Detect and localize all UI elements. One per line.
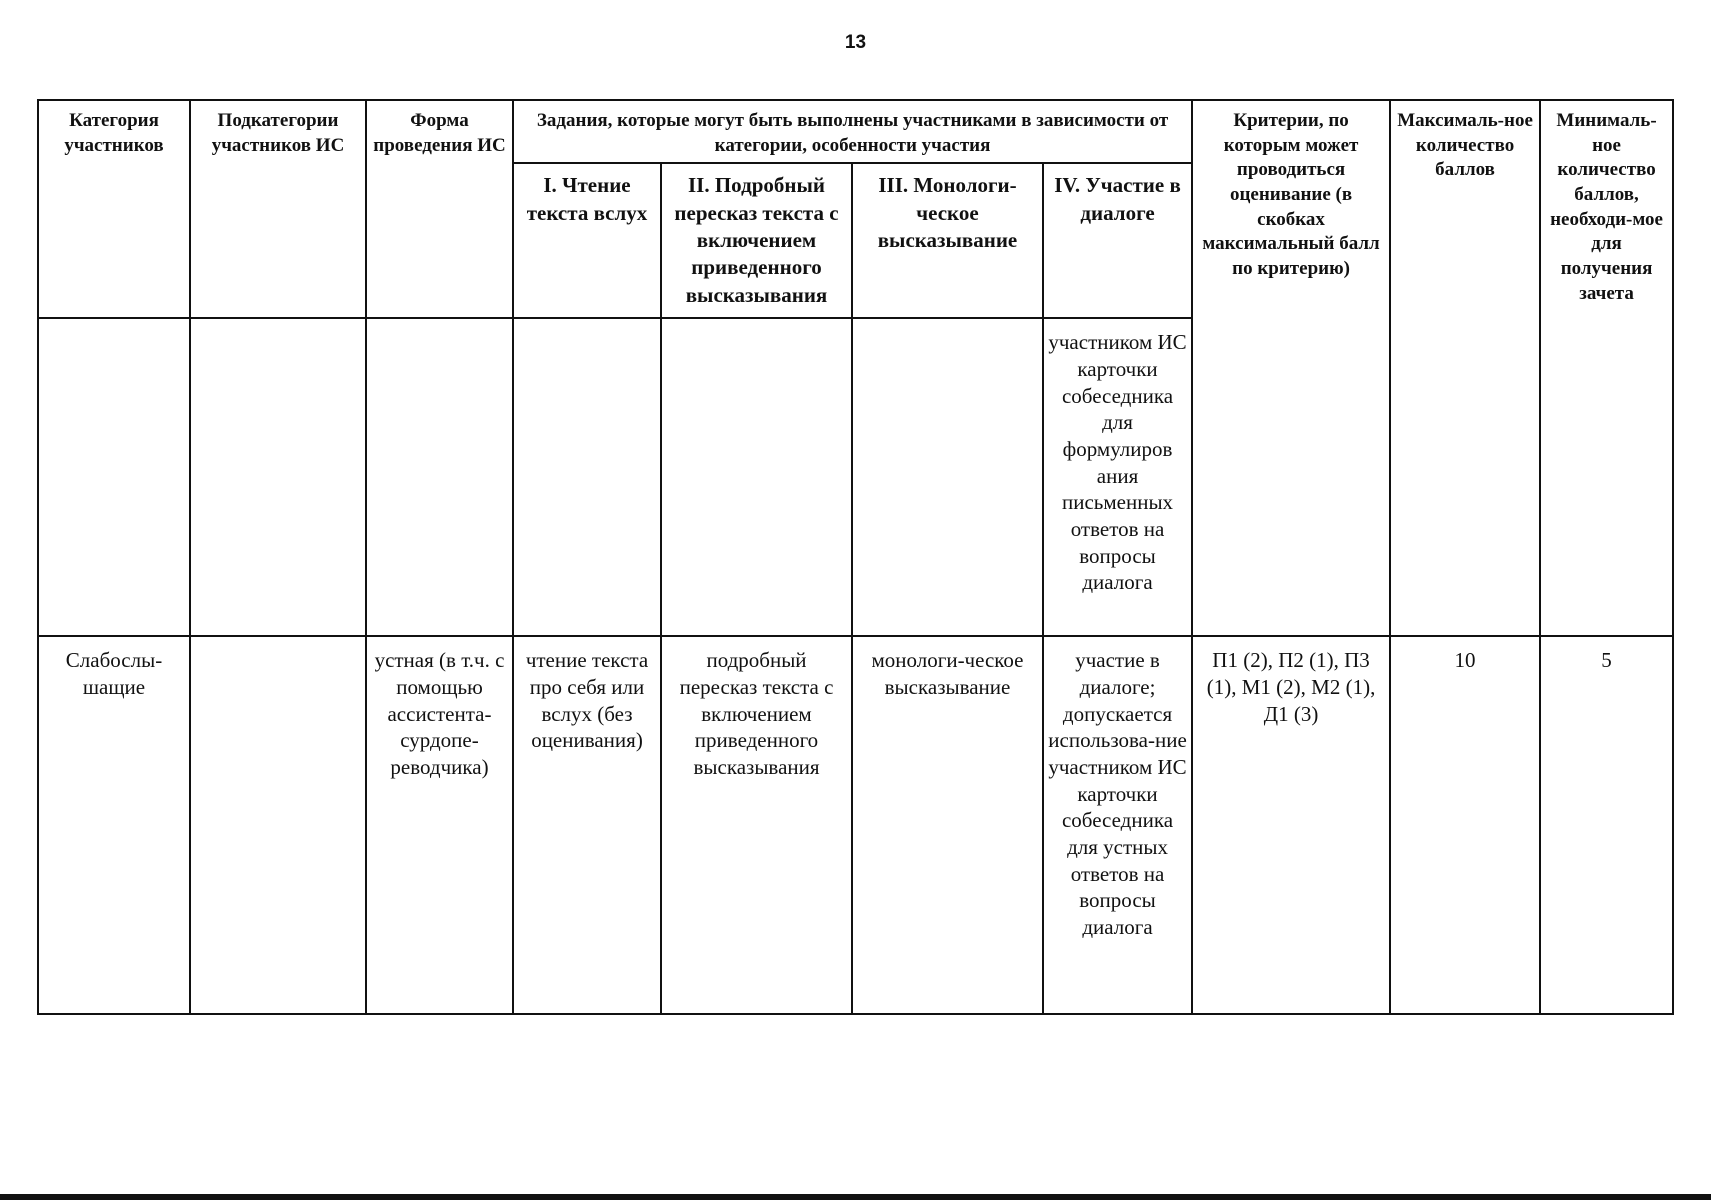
assessment-table xyxy=(37,99,1674,1015)
row-min-score: 5 xyxy=(1540,636,1673,1014)
cont-task-monologue xyxy=(852,318,1043,636)
cont-form xyxy=(366,318,513,636)
page-number: 13 xyxy=(844,32,867,53)
row-form: устная (в т.ч. с помощью ассистента-сурдопе-реводчика) xyxy=(366,636,513,1014)
row-category: Слабослы-шащие xyxy=(38,636,190,1014)
header-row-1 xyxy=(38,100,1673,163)
header-tasks-group: Задания, которые могут быть выполнены участниками в зависимости от категории, особенности участия xyxy=(513,100,1192,163)
cont-category xyxy=(38,318,190,636)
row-subcategory xyxy=(190,636,366,1014)
table-row xyxy=(38,636,1673,1014)
cont-task-retelling xyxy=(661,318,852,636)
row-criteria: П1 (2), П2 (1), П3 (1), М1 (2), М2 (1), Д1 (3) xyxy=(1192,636,1390,1014)
cont-subcategory xyxy=(190,318,366,636)
row-task-retelling: подробный пересказ текста с включением приведенного высказывания xyxy=(661,636,852,1014)
header-task-reading: I. Чтение текста вслух xyxy=(513,163,661,318)
header-criteria: Критерии, по которым может проводиться оценивание (в скобках максимальный балл по критерию) xyxy=(1192,100,1390,636)
cont-task-dialogue: участником ИС карточки собеседника для формулиров ания письменных ответов на вопросы диалога xyxy=(1043,318,1192,636)
row-task-reading: чтение текста про себя или вслух (без оценивания) xyxy=(513,636,661,1014)
header-task-dialogue: IV. Участие в диалоге xyxy=(1043,163,1192,318)
header-task-retelling: II. Подробный пересказ текста с включением приведенного высказывания xyxy=(661,163,852,318)
header-form: Форма проведения ИС xyxy=(366,100,513,318)
row-task-monologue: монологи-ческое высказывание xyxy=(852,636,1043,1014)
header-min-score: Минималь-ное количество баллов, необходи-мое для получения зачета xyxy=(1540,100,1673,636)
row-max-score: 10 xyxy=(1390,636,1540,1014)
row-task-dialogue: участие в диалоге; допускается использова-ние участником ИС карточки собеседника для устных ответов на вопросы диалога xyxy=(1043,636,1192,1014)
scan-bottom-edge xyxy=(0,1194,1711,1200)
header-subcategory: Подкатегории участников ИС xyxy=(190,100,366,318)
cont-task-reading xyxy=(513,318,661,636)
header-max-score: Максималь-ное количество баллов xyxy=(1390,100,1540,636)
header-category: Категория участников xyxy=(38,100,190,318)
header-task-monologue: III. Монологи-ческое высказывание xyxy=(852,163,1043,318)
